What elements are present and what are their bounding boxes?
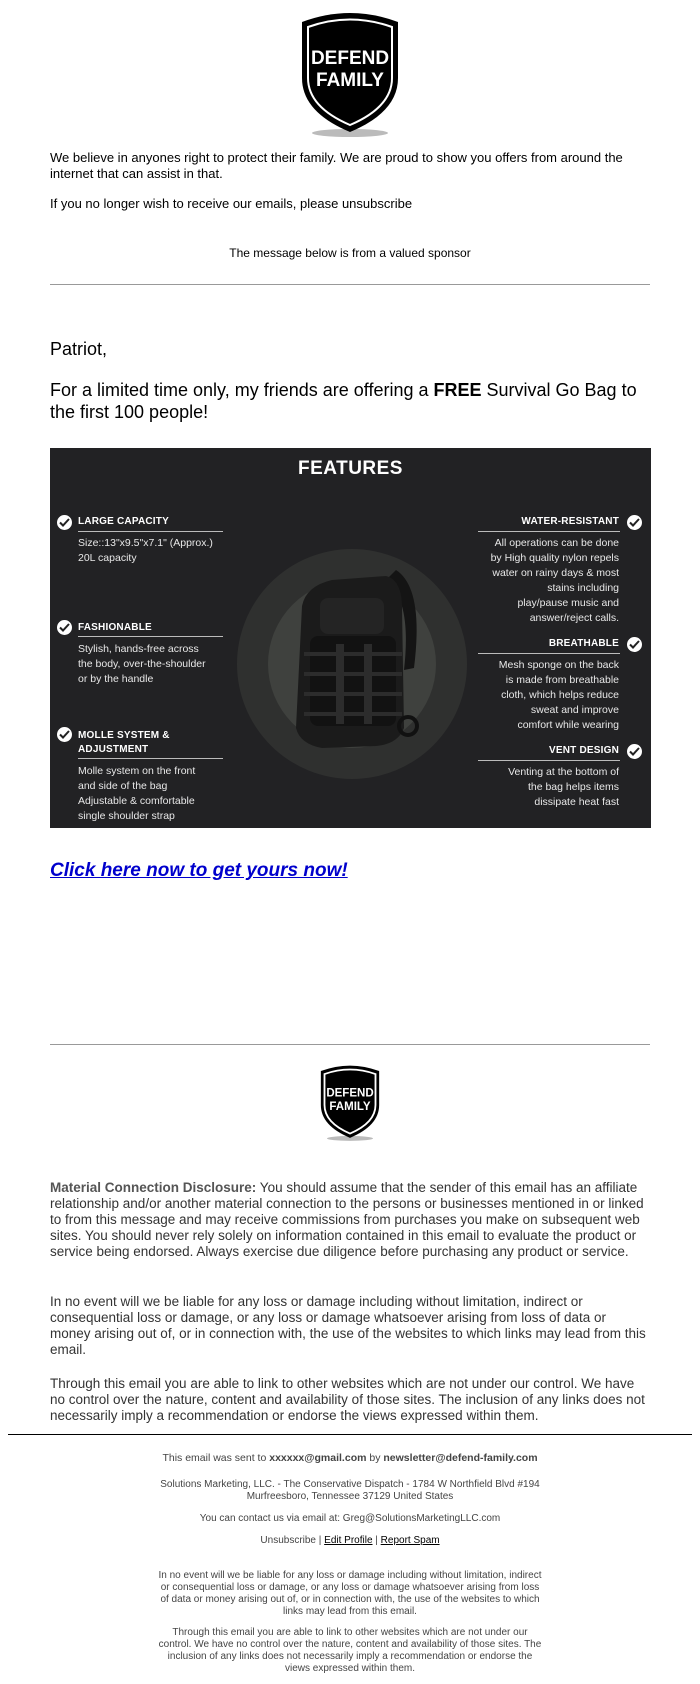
feature-heading: FASHIONABLE [78,622,152,633]
footer-sender: newsletter@defend-family.com [383,1452,538,1464]
feature-line: Adjustable & comfortable [78,795,195,807]
footer-address-line: Murfreesboro, Tennessee 37129 United States [246,1491,454,1502]
features-title: FEATURES [298,458,403,479]
feature-divider [478,760,620,761]
feature-line: comfort while wearing [517,719,619,731]
feature-line: play/pause music and [517,597,619,609]
feature-line: 20L capacity [78,552,137,564]
divider-top [50,284,650,285]
disclosure-p2: In no event will we be liable for any loss or damage including without limitation, indirect or consequential loss or damage, or any loss or damage whatsoever arising from loss of data or money arising out of, or in connection with, the use of the websites to which links may lead from this email. [50,1294,646,1357]
feature-line: dissipate heat fast [534,796,619,808]
check-icon [57,727,72,742]
disclosure-p1 [50,1180,650,1260]
footer-sent-prefix: This email was sent to [162,1452,270,1464]
feature-line: Mesh sponge on the back [498,659,619,671]
svg-text:FAMILY: FAMILY [316,70,384,91]
check-icon [627,637,642,652]
features-banner[interactable] [50,448,651,828]
feature-divider [478,531,620,532]
backpack-image [236,548,468,780]
intro-belief: We believe in anyones right to protect their family. We are proud to show you offers from around the internet that can assist in that. [50,150,623,181]
footer-legal-line: inclusion of any links does not necessarily imply a recommendation or endorse the [167,1651,533,1662]
greeting: Patriot, [50,339,108,359]
footer-address-line: Solutions Marketing, LLC. - The Conservative Dispatch - 1784 W Northfield Blvd #194 [160,1479,540,1490]
footer-recipient: xxxxxx@gmail.com [269,1452,367,1464]
intro-unsubscribe-link[interactable]: unsubscribe [341,196,413,211]
feature-divider [78,531,223,532]
feature-heading [78,729,170,757]
footer-legal-line: Through this email you are able to link to other websites which are not under our [172,1627,528,1638]
feature-heading-line: ADJUSTMENT [78,744,149,755]
shield-icon [316,1062,384,1142]
footer-legal-line: of data or money arising out of, or in connection with, the use of the websites to which [160,1594,540,1605]
check-icon [627,515,642,530]
feature-line: or by the handle [78,673,154,685]
feature-line: single shoulder strap [78,810,175,822]
feature-line: Size::13"x9.5"x7.1" (Approx.) [78,537,213,549]
feature-text [78,642,206,687]
edit-profile-link[interactable]: Edit Profile [324,1535,373,1546]
check-icon [57,620,72,635]
feature-text [78,764,195,824]
offer-free: FREE [433,380,482,400]
feature-line: water on rainy days & most [492,567,619,579]
feature-line: by High quality nylon repels [490,552,619,564]
feature-line: All operations can be done [494,537,619,549]
feature-text [491,536,619,626]
cta-link[interactable]: Click here now to get yours now! [50,860,348,881]
intro-unsubscribe [50,196,650,212]
footer-unsubscribe[interactable]: Unsubscribe [260,1535,316,1546]
divider-mid [50,1044,650,1045]
footer-links [0,1535,700,1547]
footer-contact: You can contact us via email at: Greg@SolutionsMarketingLLC.com [199,1513,501,1524]
defend-family-logo [294,8,406,138]
feature-divider [78,636,223,637]
defend-family-logo-small [316,1062,384,1142]
report-spam-link[interactable]: Report Spam [380,1535,440,1546]
feature-line: Molle system on the front [78,765,196,777]
check-icon [627,744,642,759]
feature-line: Venting at the bottom of [508,766,619,778]
feature-heading: LARGE CAPACITY [78,516,169,527]
feature-line: is made from breathable [505,674,619,686]
disclosure-p3: Through this email you are able to link to other websites which are not under our control. We have no control over the nature, content and availability of those sites. The inclusion of any links does not necessarily imply a recommendation or endorse the views expressed within them. [50,1376,645,1423]
feature-text [78,536,213,566]
disclosure-label: Material Connection Disclosure: [50,1180,257,1195]
feature-heading: VENT DESIGN [549,745,619,756]
feature-heading: BREATHABLE [548,638,619,649]
svg-text:DEFEND: DEFEND [326,1087,374,1100]
feature-heading-line: MOLLE SYSTEM & [78,730,170,741]
feature-text [508,765,619,810]
feature-line: the bag helps items [527,781,619,793]
sponsor-note: The message below is from a valued sponsor [229,246,471,260]
shield-icon [294,8,406,138]
feature-line: and side of the bag [78,780,168,792]
footer-legal-line: links may lead from this email. [283,1606,417,1617]
check-icon [57,515,72,530]
footer-by: by [366,1452,384,1464]
feature-line: Stylish, hands-free across [78,643,199,655]
footer-legal-line: control. We have no control over the nature, content and availability of those sites. The [158,1639,542,1650]
offer-text [50,379,650,423]
feature-text [499,658,619,733]
feature-line: cloth, which helps reduce [501,689,619,701]
feature-divider [78,758,223,759]
svg-text:DEFEND: DEFEND [310,48,390,69]
footer-address [0,1479,700,1503]
footer-legal-line: views expressed within them. [284,1663,416,1674]
unsubscribe-prefix: If you no longer wish to receive our emails, please [50,196,339,211]
offer-before: For a limited time only, my friends are offering a [50,380,434,400]
feature-divider [478,653,620,654]
footer-sep: | [372,1535,381,1546]
feature-heading: WATER-RESISTANT [521,516,619,527]
footer-legal-line: or consequential loss or damage, or any loss or damage whatsoever arising from loss [160,1582,540,1593]
feature-line: stains including [547,582,619,594]
footer-legal-1 [0,1570,700,1618]
feature-line: the body, over-the-shoulder [78,658,206,670]
feature-line: sweat and improve [530,704,619,716]
footer-rule [8,1434,692,1435]
feature-line: answer/reject calls. [529,612,619,624]
footer-sep: | [316,1535,325,1546]
disclosure-text: You should assume that the sender of this email has an affiliate relationship and/or another material connection to the persons or businesses mentioned in or linked to from this message and may receive commissions from purchases you make on subsequent web sites. You should never rely solely on information contained in this email to evaluate the product or service being endorsed. Always exercise due diligence before purchasing any product or service. [50,1180,644,1259]
svg-text:FAMILY: FAMILY [329,1100,371,1113]
footer-legal-2 [0,1627,700,1675]
footer-legal-line: In no event will we be liable for any loss or damage including without limitation, indirect [158,1570,542,1581]
footer-sent [0,1452,700,1464]
offer-after: Survival Go Bag to the first 100 people! [50,380,637,422]
